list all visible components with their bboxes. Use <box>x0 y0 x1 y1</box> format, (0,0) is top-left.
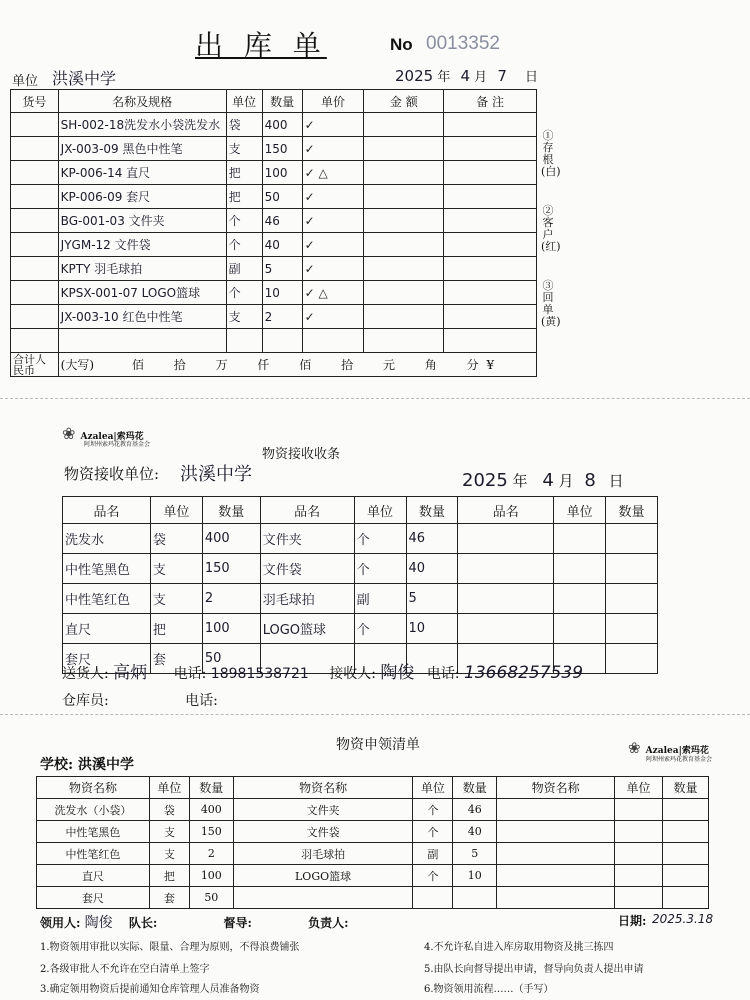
page-separator <box>0 398 750 399</box>
cell: LOGO篮球 <box>233 865 413 887</box>
table-row <box>63 554 658 584</box>
qty-cell: 10 <box>262 281 302 305</box>
page-separator <box>0 714 750 715</box>
cell: 套 <box>149 887 189 909</box>
leader-label: 队长: <box>128 916 158 930</box>
unit-cell: 个 <box>226 233 262 257</box>
total-unit: ¥ <box>486 358 495 372</box>
form2-date-year-label: 年 <box>512 472 528 490</box>
school-label: 学校: <box>40 757 74 773</box>
cell: 10 <box>406 614 458 644</box>
cell: 个 <box>413 865 453 887</box>
form3-table <box>36 776 709 909</box>
total-unit: 仟 <box>257 358 270 372</box>
check-mark: ✓ <box>302 257 364 281</box>
qty-cell: 5 <box>262 257 302 281</box>
total-unit: 元 <box>382 358 395 372</box>
item-name-cell: JX-003-10 红色中性笔 <box>58 305 226 329</box>
sender-value: 高炳 <box>113 663 148 683</box>
claimant-value: 陶俊 <box>84 915 113 931</box>
remark-cell <box>444 305 537 329</box>
price-cell <box>302 329 364 353</box>
form2-title: 物资接收收条 <box>262 447 341 462</box>
remark-cell <box>444 113 537 137</box>
form2-logo-sub: 阿坝州索玛花教育基金会 <box>84 441 151 448</box>
amount-cell <box>364 113 444 137</box>
cell <box>615 887 663 909</box>
unit-cell: 副 <box>226 257 262 281</box>
remark-cell <box>444 161 537 185</box>
sender-phone-label: 电话: <box>173 666 207 682</box>
cell <box>497 821 615 843</box>
table-row <box>37 821 709 843</box>
check-mark: ✓ <box>302 305 364 329</box>
cell: 40 <box>453 821 497 843</box>
table-row <box>37 887 709 909</box>
sku-cell <box>11 185 59 209</box>
sku-cell <box>11 305 59 329</box>
sku-cell <box>11 137 59 161</box>
note-1: 1.物资领用审批以实际、限量、合理为原则，不得浪费铺张 <box>40 942 300 953</box>
total-unit: 分 <box>466 358 479 372</box>
amount-cell <box>364 329 444 353</box>
cell: 2 <box>189 843 233 865</box>
side-note-yellow: ③回单(黄) <box>541 279 561 328</box>
cell: 支 <box>150 554 202 584</box>
form1-date-year: 2025 <box>395 67 434 85</box>
note-6: 6.物资领用流程……（手写） <box>424 984 554 995</box>
form1-header-cell: 名称及规格 <box>58 90 226 113</box>
cell: 羽毛球拍 <box>260 584 354 614</box>
table-row <box>37 843 709 865</box>
cell: 个 <box>354 614 406 644</box>
table-row <box>11 281 537 305</box>
form1-header-cell: 货号 <box>11 90 59 113</box>
amount-cell <box>364 185 444 209</box>
total-row <box>11 353 537 377</box>
sku-cell <box>11 209 59 233</box>
cell <box>606 644 658 674</box>
item-name-cell: KPTY 羽毛球拍 <box>58 257 226 281</box>
cell: 套 <box>150 644 202 674</box>
flower-icon: ❀ <box>62 424 76 443</box>
cell: 150 <box>189 821 233 843</box>
cell <box>606 614 658 644</box>
form1-unit-value: 洪溪中学 <box>52 69 117 88</box>
total-daxie: (大写) <box>60 358 95 372</box>
unit-cell: 个 <box>226 209 262 233</box>
cell: 支 <box>149 843 189 865</box>
cell: 400 <box>202 524 260 554</box>
qty-cell: 40 <box>262 233 302 257</box>
cell <box>453 887 497 909</box>
cell: 个 <box>354 554 406 584</box>
form1-header-cell: 金 额 <box>364 90 444 113</box>
cell <box>662 843 708 865</box>
form3-logo-sub: 阿坝州索玛花教育基金会 <box>646 756 713 763</box>
cell: 文件袋 <box>233 821 413 843</box>
cell <box>497 799 615 821</box>
side-note-red: ②客户(红) <box>541 204 561 253</box>
form2-logo-text: Azalea|索玛花 <box>80 432 144 442</box>
cell <box>458 524 554 554</box>
check-mark: ✓ <box>302 137 364 161</box>
cell <box>554 524 606 554</box>
form2-unit-label: 物资接收单位: <box>64 465 160 483</box>
receiver-value: 陶俊 <box>380 663 415 683</box>
remark-cell <box>444 329 537 353</box>
remark-cell <box>444 233 537 257</box>
remark-cell <box>444 209 537 233</box>
total-unit: 拾 <box>341 358 354 372</box>
header-cell: 品名 <box>458 497 554 524</box>
receiver-label: 接收人: <box>329 666 376 682</box>
table-row <box>11 209 537 233</box>
sku-cell <box>11 233 59 257</box>
remark-cell <box>444 185 537 209</box>
header-cell: 单位 <box>615 777 663 799</box>
cell: 把 <box>149 865 189 887</box>
cell: 中性笔红色 <box>37 843 150 865</box>
amount-cell <box>364 257 444 281</box>
table-row <box>63 524 658 554</box>
table-row <box>11 305 537 329</box>
form1-date-day: 7 <box>497 67 507 85</box>
item-name-cell: JYGM-12 文件袋 <box>58 233 226 257</box>
form1-date-month-label: 月 <box>474 70 488 85</box>
keeper-line <box>62 690 218 710</box>
qty-cell: 150 <box>262 137 302 161</box>
form1-unit-label: 单位 <box>12 74 39 89</box>
header-cell: 数量 <box>202 497 260 524</box>
total-unit: 拾 <box>173 358 186 372</box>
form2-date-month: 4 <box>542 470 554 491</box>
item-name-cell: SH-002-18洗发水小袋洗发水 <box>58 113 226 137</box>
header-cell: 品名 <box>260 497 354 524</box>
qty-cell: 2 <box>262 305 302 329</box>
sku-cell <box>11 113 59 137</box>
cell: 100 <box>189 865 233 887</box>
qty-cell: 46 <box>262 209 302 233</box>
header-cell: 数量 <box>453 777 497 799</box>
item-name-cell: BG-001-03 文件夹 <box>58 209 226 233</box>
cell <box>606 554 658 584</box>
sku-cell <box>11 281 59 305</box>
item-name-cell: KP-006-09 套尺 <box>58 185 226 209</box>
form1-header-cell: 单位 <box>226 90 262 113</box>
unit-cell <box>226 329 262 353</box>
form2-unit-value: 洪溪中学 <box>180 464 252 485</box>
header-cell: 数量 <box>189 777 233 799</box>
form1-date-month: 4 <box>460 67 471 85</box>
header-cell: 品名 <box>63 497 151 524</box>
total-unit: 角 <box>424 358 437 372</box>
claimant-label: 领用人: <box>40 916 81 930</box>
cell: 支 <box>150 584 202 614</box>
sender-line <box>62 658 583 683</box>
cell: 洗发水（小袋） <box>37 799 150 821</box>
total-unit: 佰 <box>131 358 144 372</box>
total-label: 合计人民币 <box>11 353 59 377</box>
cell <box>497 887 615 909</box>
cell: 套尺 <box>63 644 151 674</box>
date-value: 2025.3.18 <box>652 912 714 926</box>
school-line <box>40 754 134 774</box>
form2-date <box>462 470 624 491</box>
cell <box>662 887 708 909</box>
cell <box>606 584 658 614</box>
cell: 5 <box>453 843 497 865</box>
cell: 个 <box>413 799 453 821</box>
cell: 文件袋 <box>260 554 354 584</box>
cell: 把 <box>150 614 202 644</box>
form1-header-cell: 单价 <box>302 90 364 113</box>
table-row <box>63 584 658 614</box>
cell: 中性笔红色 <box>63 584 151 614</box>
note-5: 5.由队长向督导提出申请，督导向负责人提出申请 <box>424 964 644 975</box>
item-name-cell: KPSX-001-07 LOGO篮球 <box>58 281 226 305</box>
form1-header-row <box>11 90 537 113</box>
cell: 50 <box>202 644 260 674</box>
header-cell: 单位 <box>354 497 406 524</box>
cell <box>413 887 453 909</box>
item-name-cell <box>58 329 226 353</box>
form1-title: 出 库 单 <box>195 29 327 62</box>
form2-date-day: 8 <box>584 470 596 491</box>
note-3: 3.确定领用物资后提前通知仓库管理人员准备物资 <box>40 984 260 995</box>
form3-header-row <box>37 777 709 799</box>
table-row <box>11 137 537 161</box>
cell: 个 <box>413 821 453 843</box>
form2-date-year: 2025 <box>462 470 508 491</box>
cell: 400 <box>189 799 233 821</box>
unit-cell: 支 <box>226 305 262 329</box>
sku-cell <box>11 161 59 185</box>
table-row <box>11 161 537 185</box>
cell <box>554 584 606 614</box>
cell <box>497 865 615 887</box>
table-row <box>11 233 537 257</box>
cell: 100 <box>202 614 260 644</box>
total-unit: 万 <box>215 358 228 372</box>
header-cell: 单位 <box>149 777 189 799</box>
form3-logo <box>628 738 712 763</box>
flower-icon: ❀ <box>628 739 641 757</box>
cell <box>615 843 663 865</box>
cell: 文件夹 <box>233 799 413 821</box>
supervisor-label: 督导: <box>223 916 252 930</box>
header-cell: 物资名称 <box>497 777 615 799</box>
table-row <box>63 614 658 644</box>
side-note-white: ①存根(白) <box>541 129 561 178</box>
form1-no-label: No <box>390 35 413 54</box>
header-cell: 单位 <box>554 497 606 524</box>
table-row <box>37 865 709 887</box>
table-row <box>11 329 537 353</box>
qty-cell <box>262 329 302 353</box>
amount-cell <box>364 281 444 305</box>
unit-cell: 支 <box>226 137 262 161</box>
item-name-cell: JX-003-09 黑色中性笔 <box>58 137 226 161</box>
check-mark: ✓ <box>302 233 364 257</box>
receiver-phone: 13668257539 <box>464 663 584 683</box>
header-cell: 单位 <box>413 777 453 799</box>
form2-date-day-label: 日 <box>608 472 624 490</box>
form1-date <box>395 66 538 85</box>
cell: LOGO篮球 <box>260 614 354 644</box>
cell <box>615 821 663 843</box>
cell: 46 <box>453 799 497 821</box>
cell <box>458 584 554 614</box>
qty-cell: 400 <box>262 113 302 137</box>
keeper-label: 仓库员: <box>62 693 109 709</box>
total-words <box>58 353 536 377</box>
cell <box>662 821 708 843</box>
cell: 5 <box>406 584 458 614</box>
school-value: 洪溪中学 <box>78 757 135 773</box>
remark-cell <box>444 137 537 161</box>
qty-cell: 50 <box>262 185 302 209</box>
amount-cell <box>364 161 444 185</box>
form1-date-year-label: 年 <box>437 70 451 85</box>
item-name-cell: KP-006-14 直尺 <box>58 161 226 185</box>
check-mark: ✓ <box>302 209 364 233</box>
qty-cell: 100 <box>262 161 302 185</box>
unit-cell: 把 <box>226 185 262 209</box>
form2-date-month-label: 月 <box>558 472 574 490</box>
sku-cell <box>11 257 59 281</box>
cell <box>233 887 413 909</box>
cell: 中性笔黑色 <box>63 554 151 584</box>
table-row <box>37 799 709 821</box>
cell: 10 <box>453 865 497 887</box>
cell: 文件夹 <box>260 524 354 554</box>
header-cell: 单位 <box>150 497 202 524</box>
header-cell: 数量 <box>662 777 708 799</box>
form1-no-value: 0013352 <box>426 33 500 54</box>
form1-date-day-label: 日 <box>525 70 539 85</box>
cell <box>458 614 554 644</box>
cell <box>497 843 615 865</box>
table-row <box>11 185 537 209</box>
amount-cell <box>364 209 444 233</box>
cell: 副 <box>413 843 453 865</box>
cell: 2 <box>202 584 260 614</box>
signers-line <box>40 912 720 932</box>
form3-logo-text: Azalea|索玛花 <box>645 746 709 756</box>
form1-header-cell: 数量 <box>262 90 302 113</box>
amount-cell <box>364 233 444 257</box>
cell: 副 <box>354 584 406 614</box>
cell <box>554 554 606 584</box>
check-mark: ✓ <box>302 113 364 137</box>
unit-cell: 袋 <box>226 113 262 137</box>
header-cell: 物资名称 <box>233 777 413 799</box>
note-2: 2.各级审批人不允许在空白清单上签字 <box>40 964 210 975</box>
remark-cell <box>444 257 537 281</box>
cell <box>662 799 708 821</box>
check-mark: ✓ <box>302 185 364 209</box>
cell: 中性笔黑色 <box>37 821 150 843</box>
table-row <box>11 113 537 137</box>
unit-cell: 个 <box>226 281 262 305</box>
total-unit: 佰 <box>299 358 312 372</box>
cell <box>662 865 708 887</box>
note-4: 4.不允许私自进入库房取用物资及挑三拣四 <box>424 942 614 953</box>
date-label: 日期: <box>618 914 647 928</box>
cell: 袋 <box>150 524 202 554</box>
cell <box>458 554 554 584</box>
cell: 直尺 <box>63 614 151 644</box>
amount-cell <box>364 137 444 161</box>
header-cell: 数量 <box>606 497 658 524</box>
cell: 个 <box>354 524 406 554</box>
sender-label: 送货人: <box>62 666 109 682</box>
sku-cell <box>11 329 59 353</box>
check-mark: ✓ △ <box>302 281 364 305</box>
sender-phone: 18981538721 <box>210 666 309 682</box>
unit-cell: 把 <box>226 161 262 185</box>
cell: 46 <box>406 524 458 554</box>
cell: 套尺 <box>37 887 150 909</box>
form1-table <box>10 89 537 377</box>
cell <box>606 524 658 554</box>
cell <box>615 865 663 887</box>
remark-cell <box>444 281 537 305</box>
form3-title: 物资申领清单 <box>336 737 420 753</box>
header-cell: 物资名称 <box>37 777 150 799</box>
header-cell: 数量 <box>406 497 458 524</box>
cell: 支 <box>149 821 189 843</box>
receiver-phone-label: 电话: <box>426 666 460 682</box>
cell <box>554 614 606 644</box>
cell: 直尺 <box>37 865 150 887</box>
check-mark: ✓ △ <box>302 161 364 185</box>
responsible-label: 负责人: <box>308 916 349 930</box>
cell: 洗发水 <box>63 524 151 554</box>
form2-logo <box>62 424 150 448</box>
cell: 40 <box>406 554 458 584</box>
keeper-phone-label: 电话: <box>185 693 218 709</box>
form2-header-row <box>63 497 658 524</box>
cell: 50 <box>189 887 233 909</box>
cell: 袋 <box>149 799 189 821</box>
form2-table <box>62 496 658 674</box>
table-row <box>11 257 537 281</box>
amount-cell <box>364 305 444 329</box>
form1-header-cell: 备 注 <box>444 90 537 113</box>
cell: 150 <box>202 554 260 584</box>
cell: 羽毛球拍 <box>233 843 413 865</box>
cell <box>615 799 663 821</box>
